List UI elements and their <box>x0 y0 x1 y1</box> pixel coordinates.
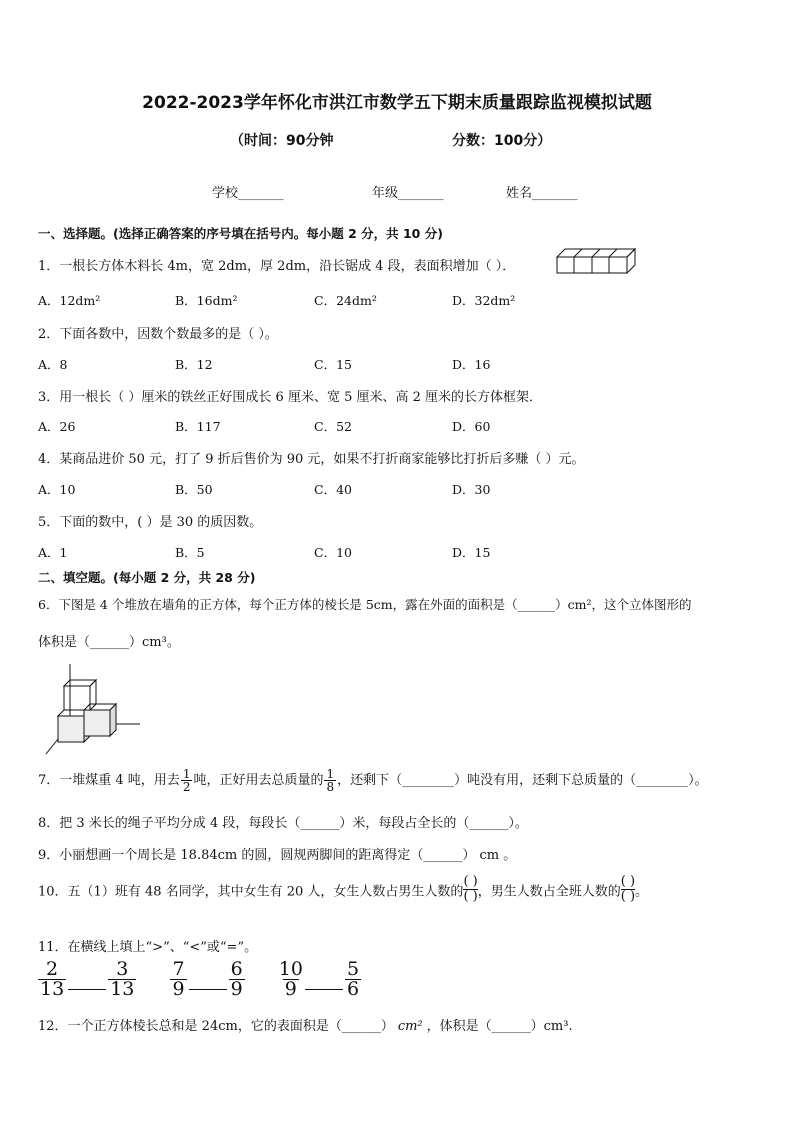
numerator: 2 <box>46 958 59 980</box>
q7-fraction-2-denominator: 8 <box>326 780 335 794</box>
page-title: 2022-2023学年怀化市洪江市数学五下期末质量跟踪监视模拟试题 <box>142 93 652 113</box>
denominator: 6 <box>346 978 360 1000</box>
numerator: 6 <box>230 958 243 980</box>
question-7 <box>38 768 708 793</box>
q11-pair-2-right <box>229 960 245 999</box>
exam-time: （时间：90分钟 <box>230 133 334 149</box>
denominator: 13 <box>40 978 65 1000</box>
name-field: 姓名_______ <box>506 186 578 201</box>
q5-option-d: D．15 <box>452 545 491 560</box>
q5-option-b: B．5 <box>175 545 205 560</box>
q11-comparisons <box>38 960 361 999</box>
q1-option-c: C．24dm² <box>314 293 377 308</box>
exam-score: 分数：100分） <box>452 133 552 149</box>
q1-option-d: D．32dm² <box>452 293 516 308</box>
q7-fraction-1 <box>181 768 193 793</box>
q11-pair-1-right <box>108 960 136 999</box>
q2-option-a: A．8 <box>38 357 68 372</box>
q12-text-b: ，体积是（______）cm³. <box>426 1019 573 1034</box>
q7-fraction-1-denominator: 2 <box>182 780 191 794</box>
question-8: 8．把 3 米长的绳子平均分成 4 段，每段长（______）米，每段占全长的（______）。 <box>38 816 528 831</box>
q2-option-c: C．15 <box>314 357 352 372</box>
denominator: 9 <box>284 978 297 1000</box>
q10-blank-1-bottom: ( ) <box>463 889 478 905</box>
q12-unit: cm² <box>397 1019 423 1034</box>
q11-pair-2-left <box>170 960 186 999</box>
denominator: 9 <box>172 978 185 1000</box>
q7-fraction-2 <box>324 768 336 793</box>
q10-fraction-blank-1 <box>463 875 477 905</box>
q11-pair-3-left <box>279 960 303 999</box>
question-1: 1．一根长方体木料长 4m，宽 2dm，厚 2dm，沿长锯成 4 段，表面积增加（ ）． <box>38 259 516 274</box>
q11-pair-1-blank[interactable] <box>68 989 106 990</box>
q3-option-c: C．52 <box>314 419 352 434</box>
q11-pair-3-right <box>345 960 361 999</box>
q3-option-b: B．117 <box>175 419 221 434</box>
q7-fraction-1-numerator: 1 <box>182 767 191 781</box>
q12-text-a: 12．一个正方体棱长总和是 24cm，它的表面积是（______） <box>38 1019 394 1034</box>
q10-blank-2-top: ( ) <box>620 874 636 889</box>
cuboid-figure <box>555 247 637 275</box>
numerator: 10 <box>278 958 303 980</box>
question-6-line-2: 体积是（______）cm³。 <box>38 635 180 650</box>
q4-option-c: C．40 <box>314 482 352 497</box>
question-4: 4．某商品进价 50 元，打了 9 折后售价为 90 元，如果不打折商家能够比打折后多赚（ ）元。 <box>38 452 585 467</box>
q5-option-a: A．1 <box>38 545 68 560</box>
q10-text-b: ，男生人数占全班人数的 <box>477 884 621 900</box>
section-2-title: 二、填空题。(每小题 2 分，共 28 分) <box>38 570 256 585</box>
q5-option-c: C．10 <box>314 545 352 560</box>
grade-field: 年级_______ <box>372 186 444 201</box>
question-5: 5．下面的数中，( ）是 30 的质因数。 <box>38 515 263 530</box>
q4-option-a: A．10 <box>38 482 76 497</box>
q7-text-c: ，还剩下（________）吨没有用，还剩下总质量的（________）。 <box>337 773 708 788</box>
school-field: 学校_______ <box>212 186 284 201</box>
q7-text-a: 7．一堆煤重 4 吨，用去 <box>38 773 180 788</box>
q1-option-b: B．16dm² <box>175 293 238 308</box>
q10-blank-2-bottom: ( ) <box>620 889 636 905</box>
q3-option-d: D．60 <box>452 419 491 434</box>
q4-option-d: D．30 <box>452 482 491 497</box>
q10-end: 。 <box>635 884 649 900</box>
numerator: 5 <box>346 958 360 980</box>
numerator: 3 <box>116 958 129 980</box>
q4-option-b: B．50 <box>175 482 213 497</box>
q11-pair-1-left <box>38 960 66 999</box>
q10-text-a: 10．五（1）班有 48 名同学，其中女生有 20 人，女生人数占男生人数的 <box>38 884 464 900</box>
question-3: 3．用一根长（ ）厘米的铁丝正好围成长 6 厘米、宽 5 厘米、高 2 厘米的长方体框架． <box>38 390 543 405</box>
q10-fraction-blank-2 <box>621 875 635 905</box>
question-12 <box>38 1015 573 1034</box>
numerator: 7 <box>172 958 185 980</box>
q3-option-a: A．26 <box>38 419 76 434</box>
q7-text-b: 吨，正好用去总质量的 <box>193 773 324 788</box>
q2-option-d: D．16 <box>452 357 491 372</box>
denominator: 9 <box>230 978 243 1000</box>
q11-pair-2-blank[interactable] <box>189 989 227 990</box>
stacked-cubes-figure <box>40 660 150 760</box>
q2-option-b: B．12 <box>175 357 213 372</box>
question-10 <box>38 875 648 905</box>
q7-fraction-2-numerator: 1 <box>326 767 335 781</box>
section-1-title: 一、选择题。(选择正确答案的序号填在括号内。每小题 2 分，共 10 分) <box>38 226 443 241</box>
denominator: 13 <box>110 978 135 1000</box>
q1-option-a: A．12dm² <box>38 293 101 308</box>
question-6-line-1: 6．下图是 4 个堆放在墙角的正方体，每个正方体的棱长是 5cm，露在外面的面积是（______）cm²，这个立体图形的 <box>38 597 692 612</box>
question-9: 9．小丽想画一个周长是 18.84cm 的圆，圆规两脚间的距离得定（______） cm 。 <box>38 848 517 863</box>
q10-blank-1-top: ( ) <box>463 874 478 889</box>
question-2: 2．下面各数中，因数个数最多的是（ ）。 <box>38 327 278 342</box>
q11-pair-3-blank[interactable] <box>305 989 343 990</box>
question-11: 11．在横线上填上“>”、“<”或“=”。 <box>38 940 258 955</box>
